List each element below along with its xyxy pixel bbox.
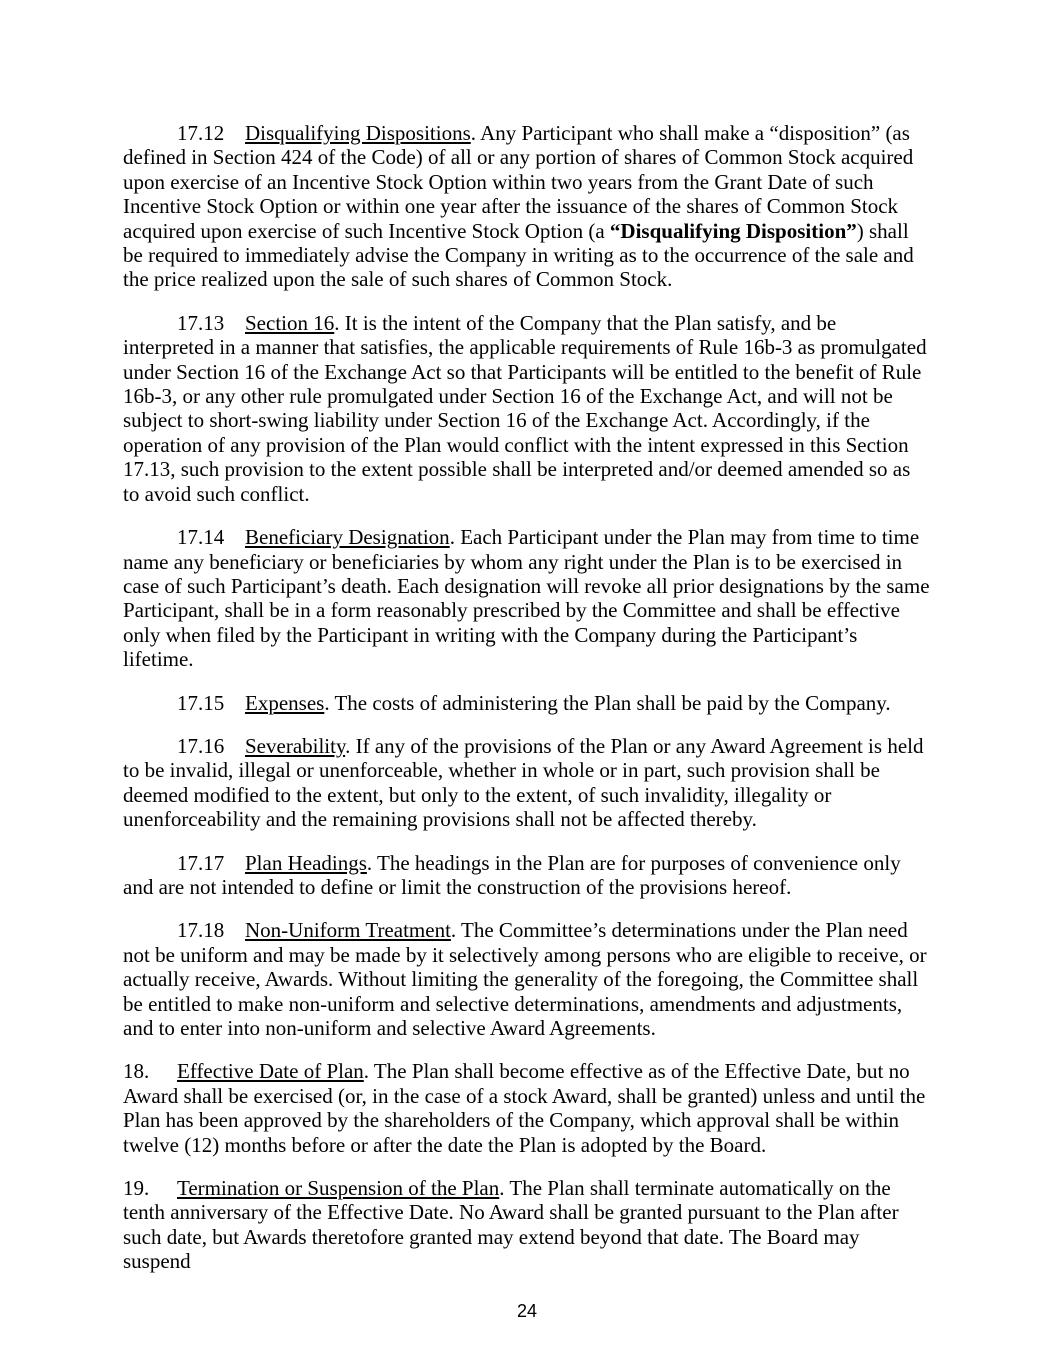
section-number: 17.17	[177, 850, 225, 875]
page-number: 24	[516, 1300, 538, 1321]
section-body: . Any Participant who shall make a “disposition” (as defined in Section 424 of the Code) of all or any portion of shares of Common Stock acquired upon exercise of an Incentive Stock Option within two years from the Grant Date of such Incentive Stock Option or within one year after the issuance of the shares of Common Stock acquired upon exercise of such Incentive Stock Option (a	[123, 121, 914, 243]
section-paragraph-19	[123, 1176, 931, 1274]
section-heading: Effective Date of Plan	[177, 1059, 364, 1084]
section-number: 17.16	[177, 733, 225, 758]
section-number: 17.14	[177, 525, 225, 550]
section-body: . The Plan shall terminate automatically on the tenth anniversary of the Effective Date. No Award shall be granted pursuant to the Plan after such date, but Awards theretofore granted may extend beyond that date. The Board may suspend	[123, 1176, 899, 1274]
section-heading: Non-Uniform Treatment	[245, 918, 451, 943]
section-body: . The Committee’s determinations under the Plan need not be uniform and may be made by it selectively among persons who are eligible to receive, or actually receive, Awards. Without limiting the generality of the foregoing, the Committee shall be entitled to make non-uniform and selective determinations, amendments and adjustments, and to enter into non-uniform and selective Award Agreements.	[123, 918, 927, 1040]
section-number: 18.	[123, 1059, 150, 1084]
section-number: 17.13	[177, 310, 225, 335]
section-body: . The headings in the Plan are for purposes of convenience only and are not intended to define or limit the construction of the provisions hereof.	[123, 850, 901, 899]
section-paragraph-17-15	[123, 691, 931, 715]
section-heading: Beneficiary Designation	[245, 525, 450, 550]
section-heading: Disqualifying Dispositions	[245, 121, 471, 145]
section-number: 19.	[123, 1176, 150, 1201]
section-body-bold-term: “Disqualifying Disposition”	[609, 218, 857, 243]
section-body: . The costs of administering the Plan shall be paid by the Company.	[324, 690, 891, 715]
section-body: . It is the intent of the Company that the Plan satisfy, and be interpreted in a manner that satisfies, the applicable requirements of Rule 16b-3 as promulgated under Section 16 of the Exchange Act so that Participants will be entitled to the benefit of Rule 16b-3, or any other rule promulgated under Section 16 of the Exchange Act, and will not be subject to short-swing liability under Section 16 of the Exchange Act. Accordingly, if the operation of any provision of the Plan would conflict with the intent expressed in this Section 17.13, such provision to the extent possible shall be interpreted and/or deemed amended so as to avoid such conflict.	[123, 310, 927, 506]
section-body: . The Plan shall become effective as of the Effective Date, but no Award shall be exercised (or, in the case of a stock Award, shall be granted) unless and until the Plan has been approved by the shareholders of the Company, which approval shall be within twelve (12) months before or after the date the Plan is adopted by the Board.	[123, 1059, 926, 1157]
section-body: . If any of the provisions of the Plan or any Award Agreement is held to be invalid, illegal or unenforceable, whether in whole or in part, such provision shall be deemed modified to the extent, but only to the extent, of such invalidity, illegality or unenforceability and the remaining provisions shall not be affected thereby.	[123, 733, 924, 832]
section-heading: Severability	[245, 733, 346, 758]
section-paragraph-18	[123, 1059, 931, 1157]
section-heading: Expenses	[245, 690, 325, 715]
section-heading: Termination or Suspension of the Plan	[177, 1176, 500, 1201]
section-paragraph-17-14	[123, 525, 931, 671]
section-heading: Plan Headings	[245, 850, 367, 875]
section-paragraph-17-18	[123, 918, 931, 1040]
section-paragraph-17-16	[123, 734, 931, 832]
section-paragraph-17-13	[123, 311, 931, 506]
section-number: 17.12	[177, 121, 225, 145]
section-body: ) shall be required to immediately advise the Company in writing as to the occurrence of the sale and the price realized upon the sale of such shares of Common Stock.	[123, 218, 914, 292]
section-number: 17.18	[177, 918, 225, 943]
section-paragraph-17-12	[123, 121, 931, 292]
section-paragraph-17-17	[123, 851, 931, 900]
section-number: 17.15	[177, 690, 225, 715]
section-heading: Section 16	[245, 310, 335, 335]
section-body: . Each Participant under the Plan may from time to time name any beneficiary or beneficiaries by whom any right under the Plan is to be exercised in case of such Participant’s death. Each designation will revoke all prior designations by the same Participant, shall be in a form reasonably prescribed by the Committee and shall be effective only when filed by the Participant in writing with the Company during the Participant’s lifetime.	[123, 525, 930, 672]
